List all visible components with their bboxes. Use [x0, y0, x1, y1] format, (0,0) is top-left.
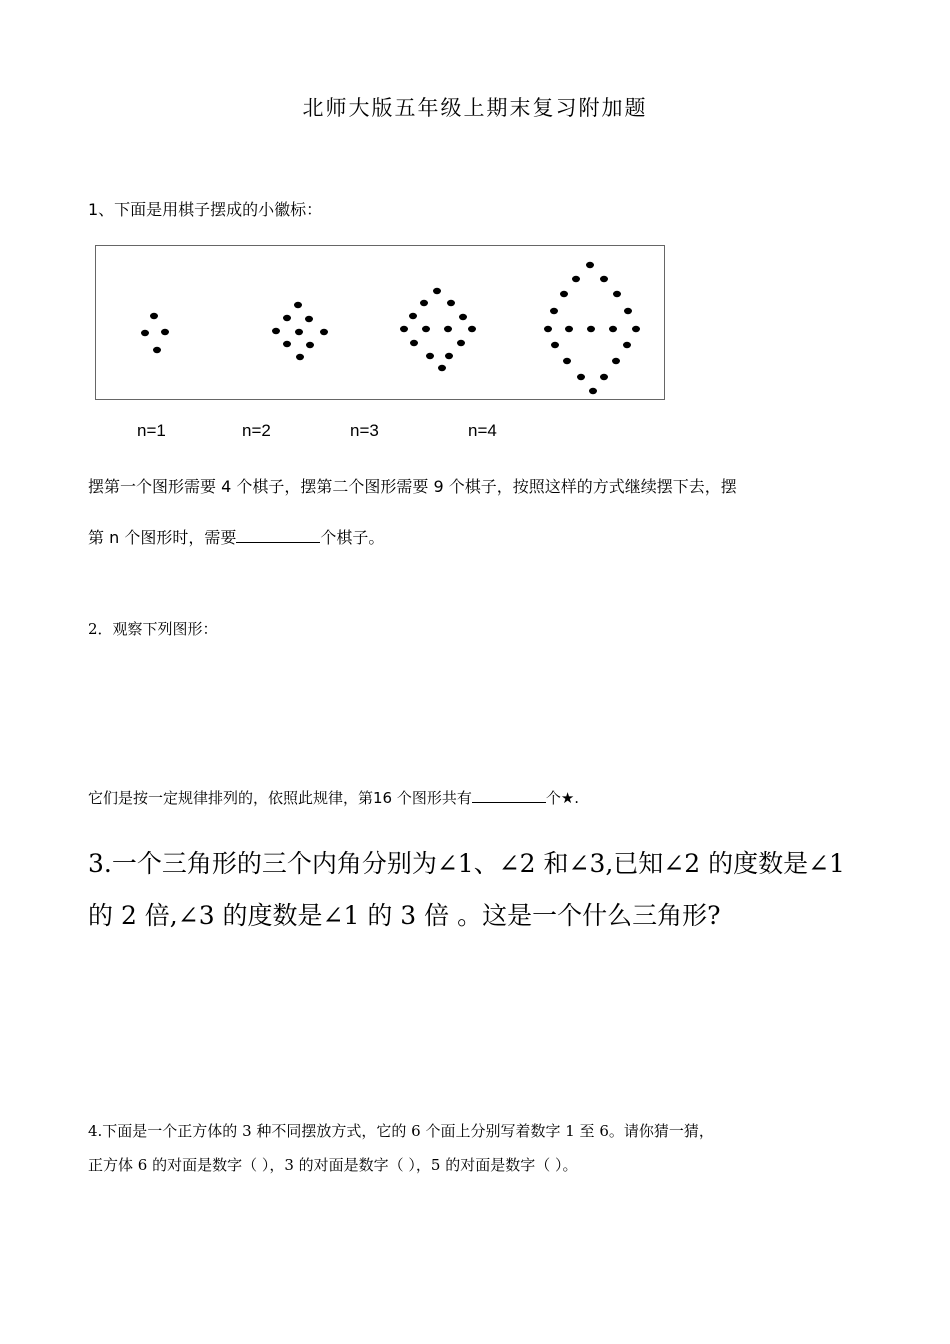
chess-piece-figure	[95, 245, 665, 400]
answer-blank-2[interactable]	[472, 790, 546, 803]
label-n2: n=2	[242, 421, 271, 440]
label-n1: n=1	[137, 421, 166, 440]
question-1-text-part-b: 个棋子。	[320, 528, 385, 547]
question-2-text	[88, 787, 579, 808]
question-1-text-line1: 摆第一个图形需要 4 个棋子，摆第二个图形需要 9 个棋子，按照这样的方式继续摆下去，摆	[88, 477, 737, 496]
page-title: 北师大版五年级上期末复习附加题	[302, 96, 648, 120]
label-n4: n=4	[468, 421, 497, 440]
question-4-line1: 4.下面是一个正方体的 3 种不同摆放方式，它的 6 个面上分别写着数字 1 至 6。请你猜一猜，	[88, 1122, 714, 1140]
question-1-heading: 1、下面是用棋子摆成的小徽标：	[88, 200, 323, 219]
label-n3: n=3	[350, 421, 379, 440]
question-1-text-part-a: 第 n 个图形时，需要	[88, 528, 237, 547]
question-3-line1: 3.一个三角形的三个内角分别为∠1、∠2 和∠3,已知∠2 的度数是∠1	[88, 849, 845, 878]
question-2-text-part-a: 它们是按一定规律排列的，依照此规律，第16 个图形共有	[88, 789, 472, 807]
pattern-n4	[544, 262, 640, 394]
question-3-line2: 的 2 倍,∠3 的度数是∠1 的 3 倍 。这是一个什么三角形?	[88, 901, 721, 930]
chess-piece-patterns	[96, 246, 666, 401]
answer-blank-1[interactable]	[236, 528, 320, 543]
pattern-n3	[400, 288, 476, 371]
question-2-heading: 2．观察下列图形：	[88, 620, 218, 638]
pattern-n2	[272, 302, 328, 360]
question-2-text-part-b: 个★.	[545, 789, 580, 807]
question-1-text-line2	[88, 525, 384, 548]
pattern-n1	[141, 313, 169, 353]
question-4-line2: 正方体 6 的对面是数字（ ），3 的对面是数字（ ），5 的对面是数字（ ）。	[88, 1156, 578, 1174]
